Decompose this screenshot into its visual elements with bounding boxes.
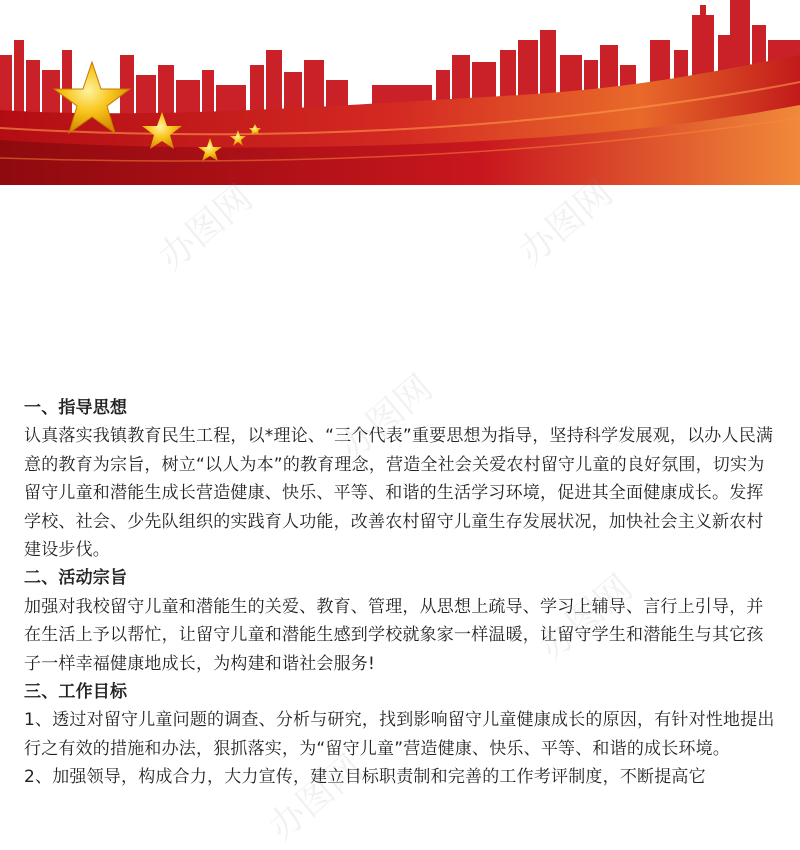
paragraph: 1、透过对留守儿童问题的调查、分析与研究，找到影响留守儿童健康成长的原因，有针对性地提出行之有效的措施和办法，狠抓落实，为“留守儿童”营造健康、快乐、平等、和谐的成长环境。 [24,710,775,759]
watermark: 办图网 [511,172,621,274]
section-heading: 一、指导思想 [24,398,128,418]
paragraph: 加强对我校留守儿童和潜能生的关爱、教育、管理，从思想上疏导、学习上辅导、言行上引导，并在生活上予以帮忙，让留守儿童和潜能生感到学校就象家一样温暖，让留守学生和潜能生与其它孩子一样幸福健康地成长，为构建和谐社会服务! [24,596,764,674]
paragraph: 认真落实我镇教育民生工程，以*理论、“三个代表”重要思想为指导，坚持科学发展观，以办人民满意的教育为宗旨，树立“以人为本”的教育理念，营造全社会关爱农村留守儿童的良好氛围，切实为留守儿童和潜能生成长营造健康、快乐、平等、和谐的生活学习环境，促进其全面健康成长。发挥学校、社会、少先队组织的实践育人功能，改善农村留守儿童生存发展状况，加快社会主义新农村建设步伐。 [24,426,774,561]
watermark: 办图网 [531,567,641,669]
header-banner [0,0,800,185]
paragraph: 2、加强领导，构成合力，大力宣传，建立目标职责制和完善的工作考评制度，不断提高它 [24,767,706,788]
watermark: 办图网 [331,367,441,469]
document-body [24,394,780,792]
watermark: 办图网 [261,747,371,849]
section-heading: 三、工作目标 [24,682,128,703]
skyline-banner-graphic [0,0,800,185]
section-heading: 二、活动宗旨 [24,568,128,589]
watermark: 办图网 [151,177,261,279]
